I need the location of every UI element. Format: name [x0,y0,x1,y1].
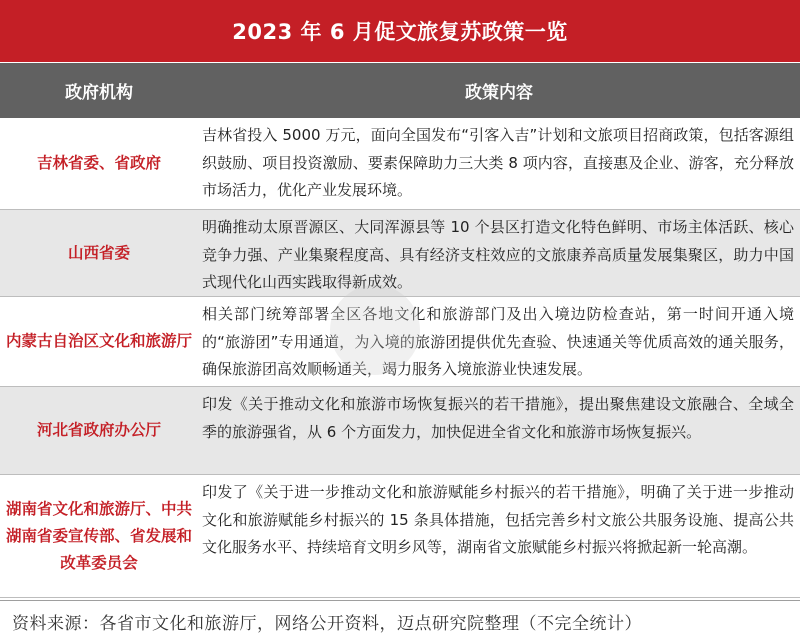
table-row [0,475,800,598]
table-row [0,297,800,387]
org-cell: 吉林省委、省政府 [36,154,161,172]
org-cell: 山西省委 [67,243,130,262]
header-policy: 政策内容 [465,83,533,103]
source-note: 资料来源：各省市文化和旅游厅，网络公开资料，迈点研究院整理（不完全统计） [0,600,800,642]
org-cell: 湖南省文化和旅游厅、中共湖南省委宣传部、省发展和改革委员会 [6,499,193,572]
policy-cell: 明确推动太原晋源区、大同浑源县等 10 个县区打造文化特色鲜明、市场主体活跃、核心竞争力强、产业集聚程度高、具有经济支柱效应的文旅康养高质量发展集聚区，助力中国式现代化山西实践取得新成效。 [202,218,794,291]
table-row [0,118,800,210]
header-org: 政府机构 [65,83,133,103]
policy-cell: 吉林省投入 5000 万元，面向全国发布“引客入吉”计划和文旅项目招商政策，包括客源组织鼓励、项目投资激励、要素保障助力三大类 8 项内容，直接惠及企业、游客，充分释放市场活力，优化产业发展环境。 [202,126,794,199]
policy-cell: 相关部门统筹部署全区各地文化和旅游部门及出入境边防检查站，第一时间开通入境的“旅游团”专用通道，为入境的旅游团提供优先查验、快速通关等优质高效的通关服务，确保旅游团高效顺畅通关，竭力服务入境旅游业快速发展。 [202,305,794,378]
table-row [0,387,800,475]
policy-cell: 印发《关于推动文化和旅游市场恢复振兴的若干措施》，提出聚焦建设文旅融合、全域全季的旅游强省，从 6 个方面发力，加快促进全省文化和旅游市场恢复振兴。 [202,395,794,441]
org-cell: 河北省政府办公厅 [36,421,161,439]
table-body [0,118,800,598]
org-cell: 内蒙古自治区文化和旅游厅 [6,332,193,350]
policy-cell: 印发了《关于进一步推动文化和旅游赋能乡村振兴的若干措施》，明确了关于进一步推动文化和旅游赋能乡村振兴的 15 条具体措施，包括完善乡村文旅公共服务设施、提高公共文化服务水平、持续培育文明乡风等，湖南省文旅赋能乡村振兴将掀起新一轮高潮。 [202,483,794,556]
table-row [0,210,800,297]
table-title: 2023 年 6 月促文旅复苏政策一览 [0,0,800,62]
table-header [0,62,800,118]
